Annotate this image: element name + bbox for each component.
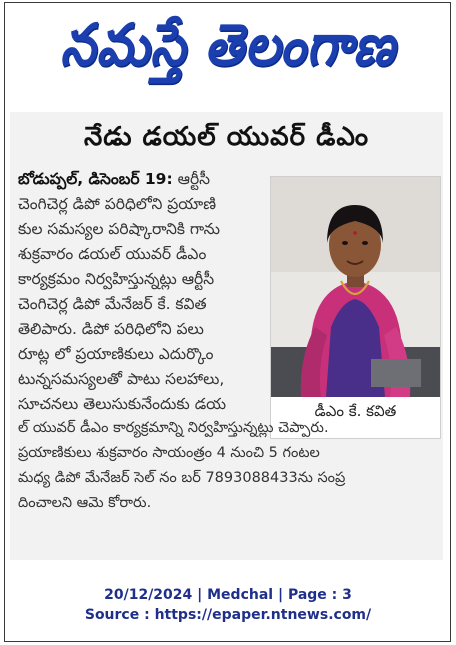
body-line: సూచనలు తెలుసుకునేందుకు డయ <box>18 395 227 413</box>
body-line: శుక్రవారం డయల్ యువర్ డీఎం <box>18 245 207 263</box>
body-line: దించాలని ఆమె కోరారు. <box>18 495 152 511</box>
photo-frame <box>270 176 441 439</box>
source-link: Source : https://epaper.ntnews.com/ <box>84 607 372 623</box>
newspaper-masthead <box>10 6 446 98</box>
body-line: టున్నసమస్యలతో పాటు సలహాలు, <box>18 370 225 388</box>
body-line: తెలిపారు. డిపో పరిధిలోని పలు <box>18 320 204 338</box>
body-line: ప్రయాణికులు శుక్రవారం సాయంత్రం 4 నుంచి 5 గంటల <box>18 445 320 461</box>
body-line: కార్యక్రమం నిర్వహిస్తున్నట్లు ఆర్టీసీ <box>18 270 215 288</box>
body-line: మధ్య డిపో మేనేజర్ సెల్ నం బర్ 7893088433ను సంప్ర <box>18 470 346 486</box>
body-line: రూట్ల లో ప్రయాణికులు ఎదుర్కొం <box>18 345 214 363</box>
dateline: బోడుప్పల్, డిసెంబర్ 19: <box>18 170 173 188</box>
photo-caption: డీఎం కే. కవిత <box>314 402 397 420</box>
person-photo <box>271 177 440 397</box>
news-clipping <box>10 112 443 560</box>
body-line: చెంగిచెర్ల డిపో పరిధిలోని ప్రయాణి <box>18 195 217 213</box>
body-line: ల్ యువర్ డీఎం కార్యక్రమాన్ని నిర్వహిస్తున్నట్లు చెప్పారు. <box>18 420 329 436</box>
article-headline: నేడు డయల్ యువర్ డీఎం <box>84 122 369 152</box>
masthead-title: నమస్తే తెలంగాణ <box>60 10 396 79</box>
body-line <box>18 170 210 192</box>
body-line: చెంగిచెర్ల డిపో మేనేజర్ కే. కవిత <box>18 295 207 313</box>
body-line: కుల సమస్యల పరిష్కారానికి గాను <box>18 220 220 238</box>
publication-info: 20/12/2024 | Medchal | Page : 3 <box>104 587 352 603</box>
body-line-text: ఆర్టీసీ <box>172 170 211 188</box>
